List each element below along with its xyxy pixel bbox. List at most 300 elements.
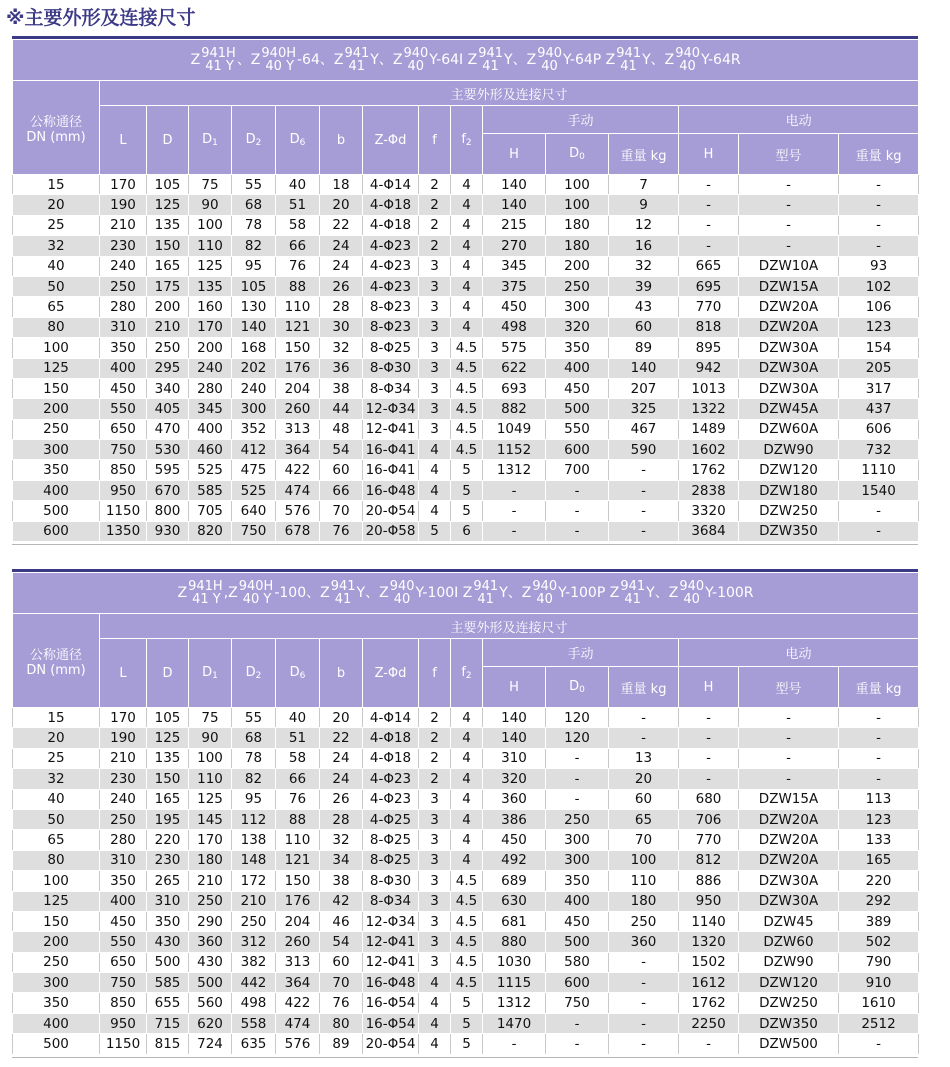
column-header: D0 [546, 667, 609, 708]
table-cell: - [679, 1034, 739, 1054]
table-cell: 880 [483, 932, 546, 952]
model-code-upper: 941H [201, 46, 236, 61]
table-cell: - [609, 460, 679, 480]
table-cell: 150 [147, 769, 189, 789]
table-row [13, 871, 919, 891]
dn-label-unit: DN (mm) [26, 662, 86, 678]
table-cell: 4-Φ14 [363, 708, 419, 728]
table-cell: - [546, 1034, 609, 1054]
table-cell: 210 [189, 871, 232, 891]
table-cell: 3 [419, 809, 451, 829]
model-code-stack [620, 580, 645, 606]
table-cell: 12-Φ34 [363, 399, 419, 419]
table-cell: 125 [189, 789, 232, 809]
table-cell: 4-Φ23 [363, 256, 419, 276]
table-cell: 450 [100, 911, 147, 931]
table-cell: DZW30A [739, 891, 839, 911]
table-cell: 550 [546, 419, 609, 439]
table-cell: - [739, 708, 839, 728]
table-cell: - [546, 521, 609, 541]
dn-cell: 200 [13, 399, 100, 419]
table-cell: - [839, 175, 919, 195]
table-cell: 34 [320, 850, 363, 870]
table-cell: 325 [609, 399, 679, 419]
table-cell: 4.5 [451, 932, 483, 952]
table-cell: 121 [276, 850, 320, 870]
table-cell: 90 [189, 195, 232, 215]
table-cell: 4 [451, 769, 483, 789]
table-cell: 180 [546, 236, 609, 256]
table-cell: 670 [147, 480, 189, 500]
table-cell: 200 [189, 338, 232, 358]
table-row [13, 378, 919, 398]
table-cell: 558 [232, 1013, 276, 1033]
table-cell: 882 [483, 399, 546, 419]
table-row [13, 338, 919, 358]
table-cell: 4 [419, 460, 451, 480]
table-cell: 32 [320, 830, 363, 850]
table-row [13, 440, 919, 460]
table-cell: - [609, 952, 679, 972]
table-cell: 886 [679, 871, 739, 891]
column-header: 型号 [739, 134, 839, 175]
table-cell: 1612 [679, 973, 739, 993]
table-cell: - [839, 521, 919, 541]
table-cell: 113 [839, 789, 919, 809]
spec-table-100 [12, 572, 919, 1055]
table-cell: 55 [232, 708, 276, 728]
column-header: D1 [189, 639, 232, 708]
table-cell: 195 [147, 809, 189, 829]
table-cell: 724 [189, 1034, 232, 1054]
table-cell: 110 [189, 769, 232, 789]
table-cell: 3 [419, 789, 451, 809]
model-header [13, 573, 919, 614]
table-cell: 800 [147, 501, 189, 521]
table-cell: 655 [147, 993, 189, 1013]
column-header: D1 [189, 106, 232, 175]
table-cell: 405 [147, 399, 189, 419]
dn-cell: 20 [13, 195, 100, 215]
dn-label-cn: 公称通径 [29, 114, 82, 130]
page-title: ※主要外形及连接尺寸 [6, 7, 196, 29]
model-code-lower: 40 [536, 592, 553, 607]
model-code-lower: 41 [348, 59, 366, 74]
table-cell: 585 [189, 480, 232, 500]
table-cell: 850 [100, 460, 147, 480]
table-cell: - [739, 195, 839, 215]
table-row [13, 297, 919, 317]
table-cell: 364 [276, 440, 320, 460]
table-cell: 2 [419, 769, 451, 789]
table-cell: 32 [609, 256, 679, 276]
dn-cell: 600 [13, 521, 100, 541]
table-cell: DZW15A [739, 276, 839, 296]
table-cell: 20 [320, 708, 363, 728]
table-cell: 360 [609, 932, 679, 952]
table-row [13, 358, 919, 378]
manual-header: 手动 [483, 106, 679, 134]
table-cell: 450 [483, 830, 546, 850]
table-cell: 75 [189, 708, 232, 728]
table-cell: 204 [276, 911, 320, 931]
model-code-lower: 41 [624, 592, 641, 607]
table-cell: 102 [839, 276, 919, 296]
model-code-stack [478, 47, 503, 73]
table-cell: 942 [679, 358, 739, 378]
table-cell: 135 [147, 748, 189, 768]
table-cell: 110 [189, 236, 232, 256]
table-cell: 4 [451, 317, 483, 337]
table-cell: 474 [276, 1013, 320, 1033]
table-cell: 95 [232, 789, 276, 809]
table-cell: 689 [483, 871, 546, 891]
table-cell: 70 [320, 501, 363, 521]
table-cell: 250 [232, 911, 276, 931]
model-code-upper: 941 [344, 46, 370, 61]
table-row [13, 830, 919, 850]
table-cell: DZW20A [739, 850, 839, 870]
table-cell: 4.5 [451, 338, 483, 358]
table-cell: 140 [609, 358, 679, 378]
table-cell: - [739, 748, 839, 768]
dn-cell: 65 [13, 297, 100, 317]
table-cell: - [839, 748, 919, 768]
table-cell: 1470 [483, 1013, 546, 1033]
table-cell: 630 [483, 891, 546, 911]
table-cell: 3 [419, 932, 451, 952]
table-cell: 650 [100, 952, 147, 972]
table-cell: 16 [609, 236, 679, 256]
table-cell: 310 [100, 850, 147, 870]
dn-label-cn: 公称通径 [29, 647, 82, 663]
table-cell: 260 [276, 399, 320, 419]
table-cell: 170 [189, 830, 232, 850]
table-cell: - [679, 708, 739, 728]
table-cell: 3 [419, 297, 451, 317]
table-cell: - [483, 480, 546, 500]
table-cell: 106 [839, 297, 919, 317]
table-cell: 24 [320, 769, 363, 789]
manual-header: 手动 [483, 639, 679, 667]
table-cell: 140 [483, 708, 546, 728]
table-cell: 3 [419, 419, 451, 439]
table-cell: 68 [232, 728, 276, 748]
table-row [13, 891, 919, 911]
table-cell: 60 [320, 952, 363, 972]
table-cell: 3 [419, 378, 451, 398]
table-cell: 51 [276, 728, 320, 748]
table-cell: - [609, 480, 679, 500]
table-cell: - [839, 501, 919, 521]
table-cell: 150 [276, 338, 320, 358]
table-cell: - [609, 1034, 679, 1054]
table-cell: 1322 [679, 399, 739, 419]
table-cell: 16-Φ54 [363, 993, 419, 1013]
model-text: Y、Z [356, 585, 389, 601]
table-cell: 498 [483, 317, 546, 337]
dn-cell: 150 [13, 911, 100, 931]
table-cell: 51 [276, 195, 320, 215]
table-cell: 4.5 [451, 358, 483, 378]
table-cell: - [839, 195, 919, 215]
table-row [13, 276, 919, 296]
table-cell: - [839, 215, 919, 235]
column-header: D [147, 639, 189, 708]
table-cell: 360 [483, 789, 546, 809]
table-cell: 1150 [100, 501, 147, 521]
table-cell: 770 [679, 830, 739, 850]
table-cell: 530 [147, 440, 189, 460]
table-cell: 320 [546, 317, 609, 337]
table-cell: 265 [147, 871, 189, 891]
table-cell: 18 [320, 175, 363, 195]
table-cell: 770 [679, 297, 739, 317]
table-cell: 4 [419, 1013, 451, 1033]
table-cell: - [839, 236, 919, 256]
dn-cell: 300 [13, 440, 100, 460]
column-header: H [679, 134, 739, 175]
table-cell: 4-Φ18 [363, 728, 419, 748]
table-cell: 7 [609, 175, 679, 195]
table-row [13, 769, 919, 789]
table-cell: 205 [839, 358, 919, 378]
table-cell: 525 [232, 480, 276, 500]
table-cell: 640 [232, 501, 276, 521]
table-cell: 790 [839, 952, 919, 972]
table-cell: 16-Φ48 [363, 973, 419, 993]
column-header: D0 [546, 134, 609, 175]
table-cell: 4-Φ18 [363, 215, 419, 235]
table-cell: - [679, 175, 739, 195]
table-row [13, 911, 919, 931]
table-row [13, 236, 919, 256]
table-cell: DZW120 [739, 460, 839, 480]
table-cell: 422 [276, 460, 320, 480]
table-cell: 345 [189, 399, 232, 419]
dn-cell: 400 [13, 1013, 100, 1033]
model-code-lower: 41 [334, 592, 352, 607]
table-cell: 105 [147, 175, 189, 195]
table-cell: 4.5 [451, 440, 483, 460]
table-cell: 200 [147, 297, 189, 317]
table-cell: 125 [189, 256, 232, 276]
column-header: L [100, 639, 147, 708]
table-cell: 450 [546, 378, 609, 398]
table-cell: 20 [320, 195, 363, 215]
column-header: f2 [451, 106, 483, 175]
table-cell: 180 [609, 891, 679, 911]
table-cell: - [679, 769, 739, 789]
table-row [13, 521, 919, 541]
table-cell: DZW15A [739, 789, 839, 809]
table-cell: 280 [100, 830, 147, 850]
table-cell: 8-Φ25 [363, 830, 419, 850]
table-cell: 40 [276, 708, 320, 728]
table-cell: - [609, 993, 679, 1013]
dn-cell: 500 [13, 501, 100, 521]
table-cell: 135 [147, 215, 189, 235]
table-row [13, 195, 919, 215]
table-cell: DZW180 [739, 480, 839, 500]
dn-cell: 350 [13, 993, 100, 1013]
table-2-bottom-rule [12, 1057, 918, 1058]
table-cell: 3 [419, 358, 451, 378]
table-cell: 4 [451, 195, 483, 215]
table-cell: 210 [100, 215, 147, 235]
table-cell: 320 [483, 769, 546, 789]
model-code-stack [201, 47, 236, 73]
table-cell: 250 [100, 809, 147, 829]
model-code-upper: 941 [616, 46, 642, 61]
table-cell: 93 [839, 256, 919, 276]
model-text: Y-64P Z [563, 52, 616, 68]
table-cell: - [679, 728, 739, 748]
table-cell: 4-Φ18 [363, 195, 419, 215]
table-cell: 422 [276, 993, 320, 1013]
table-cell: 172 [232, 871, 276, 891]
table-cell: - [739, 728, 839, 748]
table-cell: DZW10A [739, 256, 839, 276]
table-cell: 400 [546, 358, 609, 378]
model-code-lower: 40 [393, 592, 411, 607]
table-cell: - [483, 521, 546, 541]
table-cell: 165 [147, 256, 189, 276]
table-cell: 1762 [679, 460, 739, 480]
table-cell: 400 [100, 358, 147, 378]
column-header: L [100, 106, 147, 175]
column-header: Z-Φd [363, 639, 419, 708]
table-cell: 145 [189, 809, 232, 829]
table-cell: 2512 [839, 1013, 919, 1033]
table-cell: 240 [189, 358, 232, 378]
table-cell: 4 [451, 236, 483, 256]
model-header [13, 40, 919, 81]
model-code-stack [473, 580, 498, 606]
table-cell: 5 [451, 480, 483, 500]
column-header: 重量 kg [839, 134, 919, 175]
table-cell: 317 [839, 378, 919, 398]
table-cell: 125 [147, 195, 189, 215]
dn-cell: 100 [13, 871, 100, 891]
table-cell: 140 [483, 175, 546, 195]
table-cell: 210 [100, 748, 147, 768]
dn-header [13, 81, 100, 175]
table-cell: 100 [189, 215, 232, 235]
table-cell: 8-Φ34 [363, 378, 419, 398]
table-cell: - [679, 215, 739, 235]
table-cell: 65 [609, 809, 679, 829]
table-cell: 160 [189, 297, 232, 317]
model-code-upper: 940 [537, 46, 563, 61]
table-cell: 4 [451, 297, 483, 317]
table-cell: 1013 [679, 378, 739, 398]
table-cell: 112 [232, 809, 276, 829]
dn-cell: 250 [13, 419, 100, 439]
column-header: H [483, 667, 546, 708]
table-cell: 100 [546, 195, 609, 215]
table-cell: 176 [276, 358, 320, 378]
table-cell: 910 [839, 973, 919, 993]
dn-cell: 80 [13, 317, 100, 337]
table-cell: 950 [100, 480, 147, 500]
table-cell: 250 [100, 276, 147, 296]
dn-cell: 150 [13, 378, 100, 398]
column-header: D2 [232, 639, 276, 708]
table-cell: 732 [839, 440, 919, 460]
table-cell: 250 [147, 338, 189, 358]
table-cell: 575 [483, 338, 546, 358]
table-cell: 576 [276, 501, 320, 521]
table-cell: 4 [451, 276, 483, 296]
table-cell: 8-Φ23 [363, 297, 419, 317]
table-cell: - [739, 769, 839, 789]
table-cell: 500 [189, 973, 232, 993]
table-cell: 30 [320, 317, 363, 337]
model-code-stack [679, 580, 704, 606]
table-cell: 4.5 [451, 419, 483, 439]
table-cell: DZW20A [739, 809, 839, 829]
table-cell: 12-Φ41 [363, 952, 419, 972]
main-dimensions-header: 主要外形及连接尺寸 [100, 614, 919, 639]
table-cell: 4 [419, 993, 451, 1013]
table-cell: 292 [839, 891, 919, 911]
table-cell: 88 [276, 276, 320, 296]
column-header: H [679, 667, 739, 708]
table-cell: 1320 [679, 932, 739, 952]
table-cell: 2 [419, 175, 451, 195]
table-cell: 3 [419, 911, 451, 931]
model-code-upper: 940H [261, 46, 296, 61]
table-cell: 560 [189, 993, 232, 1013]
table-cell: 54 [320, 932, 363, 952]
table-cell: 350 [100, 338, 147, 358]
table-cell: 475 [232, 460, 276, 480]
table-cell: 150 [276, 871, 320, 891]
dn-cell: 500 [13, 1034, 100, 1054]
table-cell: 360 [189, 932, 232, 952]
table-cell: 4 [419, 480, 451, 500]
table-cell: 58 [276, 748, 320, 768]
table-cell: 595 [147, 460, 189, 480]
table-cell: 4-Φ23 [363, 789, 419, 809]
table-cell: 240 [100, 256, 147, 276]
table-cell: 110 [276, 297, 320, 317]
table-row [13, 399, 919, 419]
table-cell: 5 [451, 1013, 483, 1033]
table-cell: 818 [679, 317, 739, 337]
main-dimensions-header: 主要外形及连接尺寸 [100, 81, 919, 106]
table-cell: 620 [189, 1013, 232, 1033]
model-code-stack [403, 47, 428, 73]
table-cell: 1489 [679, 419, 739, 439]
dn-cell: 80 [13, 850, 100, 870]
table-cell: 100 [609, 850, 679, 870]
model-text: Z [177, 585, 188, 601]
table-cell: 170 [189, 317, 232, 337]
dn-label-unit: DN (mm) [26, 129, 86, 145]
model-text: Y-100P Z [558, 585, 620, 601]
table-cell: 58 [276, 215, 320, 235]
table-cell: 176 [276, 891, 320, 911]
table-cell: DZW90 [739, 440, 839, 460]
dn-cell: 400 [13, 480, 100, 500]
table-cell: 260 [276, 932, 320, 952]
table-cell: - [546, 789, 609, 809]
table-cell: DZW20A [739, 830, 839, 850]
table-cell: 8-Φ30 [363, 871, 419, 891]
table-cell: 585 [147, 973, 189, 993]
